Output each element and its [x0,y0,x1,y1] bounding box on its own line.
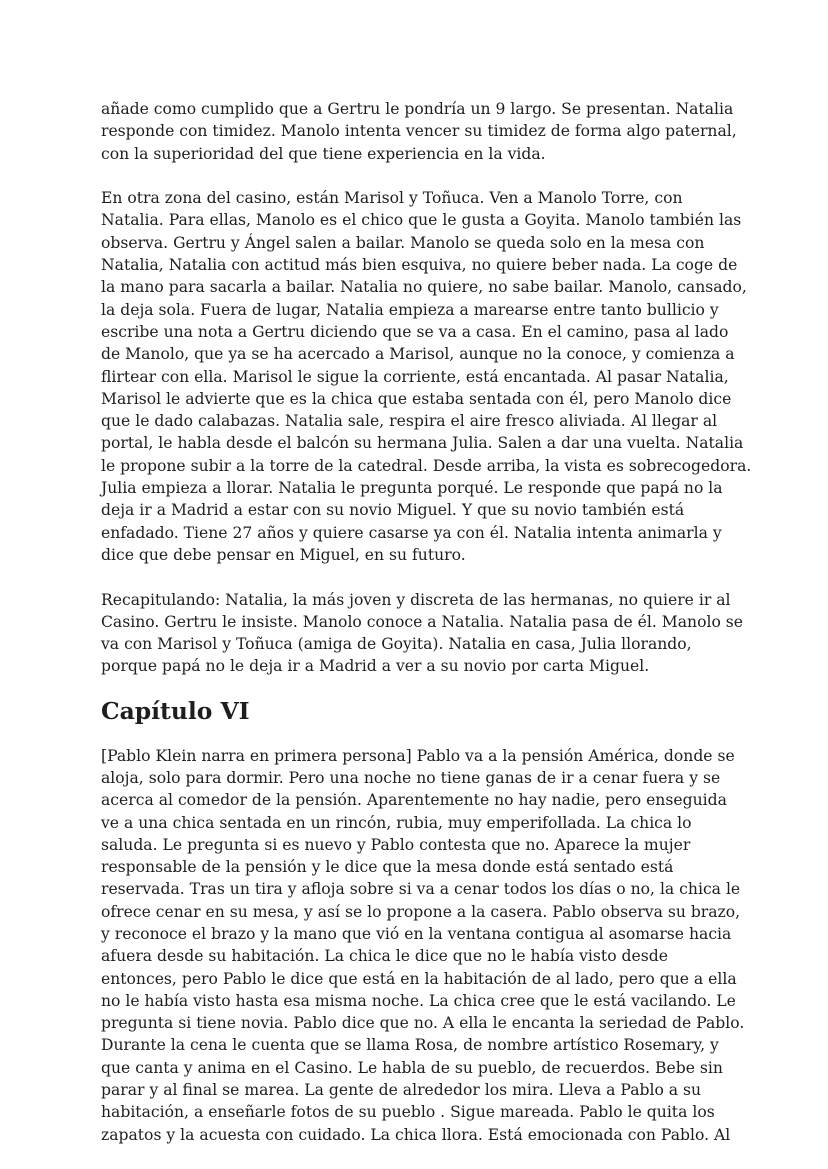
paragraph-2 [101,187,752,566]
text-line: no le había visto hasta esa misma noche. La chica cree que le está vacilando. Le [101,991,736,1010]
text-line: habitación, a enseñarle fotos de su pueblo . Sigue mareada. Pablo le quita los [101,1103,715,1122]
text-line: zapatos y la acuesta con cuidado. La chica llora. Está emocionada con Pablo. Al [101,1125,731,1144]
text-line: parar y al final se marea. La gente de alrededor los mira. Lleva a Pablo a su [101,1081,702,1100]
text-line: deja ir a Madrid a estar con su novio Miguel. Y que su novio también está [101,501,685,520]
text-line: responde con timidez. Manolo intenta vencer su timidez de forma algo paternal, [101,122,737,141]
text-line: [Pablo Klein narra en primera persona] Pablo va a la pensión América, donde se [101,746,735,765]
text-line: En otra zona del casino, están Marisol y Toñuca. Ven a Manolo Torre, con [101,189,683,208]
text-line: que canta y anima en el Casino. Le habla de su pueblo, de recuerdos. Bebe sin [101,1058,723,1077]
text-line: añade como cumplido que a Gertru le pondría un 9 largo. Se presentan. Natalia [101,100,734,118]
text-line: ve a una chica sentada en un rincón, rubia, muy emperifollada. La chica lo [101,813,692,832]
chapter-paragraph [101,745,745,1146]
text-line: porque papá no le deja ir a Madrid a ver a su novio por carta Miguel. [101,657,650,676]
text-line: Julia empieza a llorar. Natalia le pregunta porqué. Le responde que papá no la [101,479,723,498]
text-line: Recapitulando: Natalia, la más joven y discreta de las hermanas, no quiere ir al [101,590,731,609]
text-line: con la superioridad del que tiene experiencia en la vida. [101,144,546,163]
text-line: observa. Gertru y Ángel salen a bailar. Manolo se queda solo en la mesa con [101,233,705,252]
text-line: pregunta si tiene novia. Pablo dice que no. A ella le encanta la seriedad de Pablo. [101,1014,745,1033]
text-line: le propone subir a la torre de la catedral. Desde arriba, la vista es sobrecogedora. [101,456,752,475]
text-line: Natalia. Para ellas, Manolo es el chico que le gusta a Goyita. Manolo también las [101,211,742,230]
text-line: Casino. Gertru le insiste. Manolo conoce a Natalia. Natalia pasa de él. Manolo se [101,612,744,631]
text-line: flirtear con ella. Marisol le sigue la corriente, está encantada. Al pasar Natalia, [101,367,729,386]
text-line: que le dado calabazas. Natalia sale, respira el aire fresco aliviada. Al llegar al [101,412,718,431]
text-line: saluda. Le pregunta si es nuevo y Pablo contesta que no. Aparece la mujer [101,835,691,854]
chapter-heading: Capítulo VI [101,697,250,726]
text-line: Durante la cena le cuenta que se llama Rosa, de nombre artístico Rosemary, y [101,1036,719,1055]
text-line: acerca al comedor de la pensión. Aparentemente no hay nadie, pero enseguida [101,791,727,810]
text-line: aloja, solo para dormir. Pero una noche no tiene ganas de ir a cenar fuera y se [101,768,721,787]
text-line: ofrece cenar en su mesa, y así se lo propone a la casera. Pablo observa su brazo, [101,902,741,921]
text-line: va con Marisol y Toñuca (amiga de Goyita). Natalia en casa, Julia llorando, [101,635,692,654]
text-line: portal, le habla desde el balcón su hermana Julia. Salen a dar una vuelta. Natalia [101,434,744,453]
text-line: la deja sola. Fuera de lugar, Natalia empieza a marearse entre tanto bullicio y [101,300,719,319]
text-line: escribe una nota a Gertru diciendo que se va a casa. En el camino, pasa al lado [101,322,729,341]
text-line: afuera desde su habitación. La chica le dice que no le había visto desde [101,947,668,966]
document-page [101,98,752,1168]
text-line: responsable de la pensión y le dice que la mesa donde está sentado está [101,858,674,877]
text-line: reservada. Tras un tira y afloja sobre si va a cenar todos los días o no, la chica le [101,880,741,899]
text-line: y reconoce el brazo y la mano que vió en la ventana contigua al asomarse hacia [101,924,732,943]
text-line: Marisol le advierte que es la chica que estaba sentada con él, pero Manolo dice [101,389,732,408]
paragraph-1 [101,98,737,165]
text-line: de Manolo, que ya se ha acercado a Marisol, aunque no la conoce, y comienza a [101,345,735,364]
text-line: enfadado. Tiene 27 años y quiere casarse ya con él. Natalia intenta animarla y [101,523,722,542]
text-line: la mano para sacarla a bailar. Natalia no quiere, no sabe bailar. Manolo, cansado, [101,278,747,297]
text-line: Natalia, Natalia con actitud más bien esquiva, no quiere beber nada. La coge de [101,256,738,275]
text-line: dice que debe pensar en Miguel, en su futuro. [101,545,466,564]
text-line: entonces, pero Pablo le dice que está en la habitación de al lado, pero que a ella [101,969,737,988]
paragraph-3 [101,589,744,678]
